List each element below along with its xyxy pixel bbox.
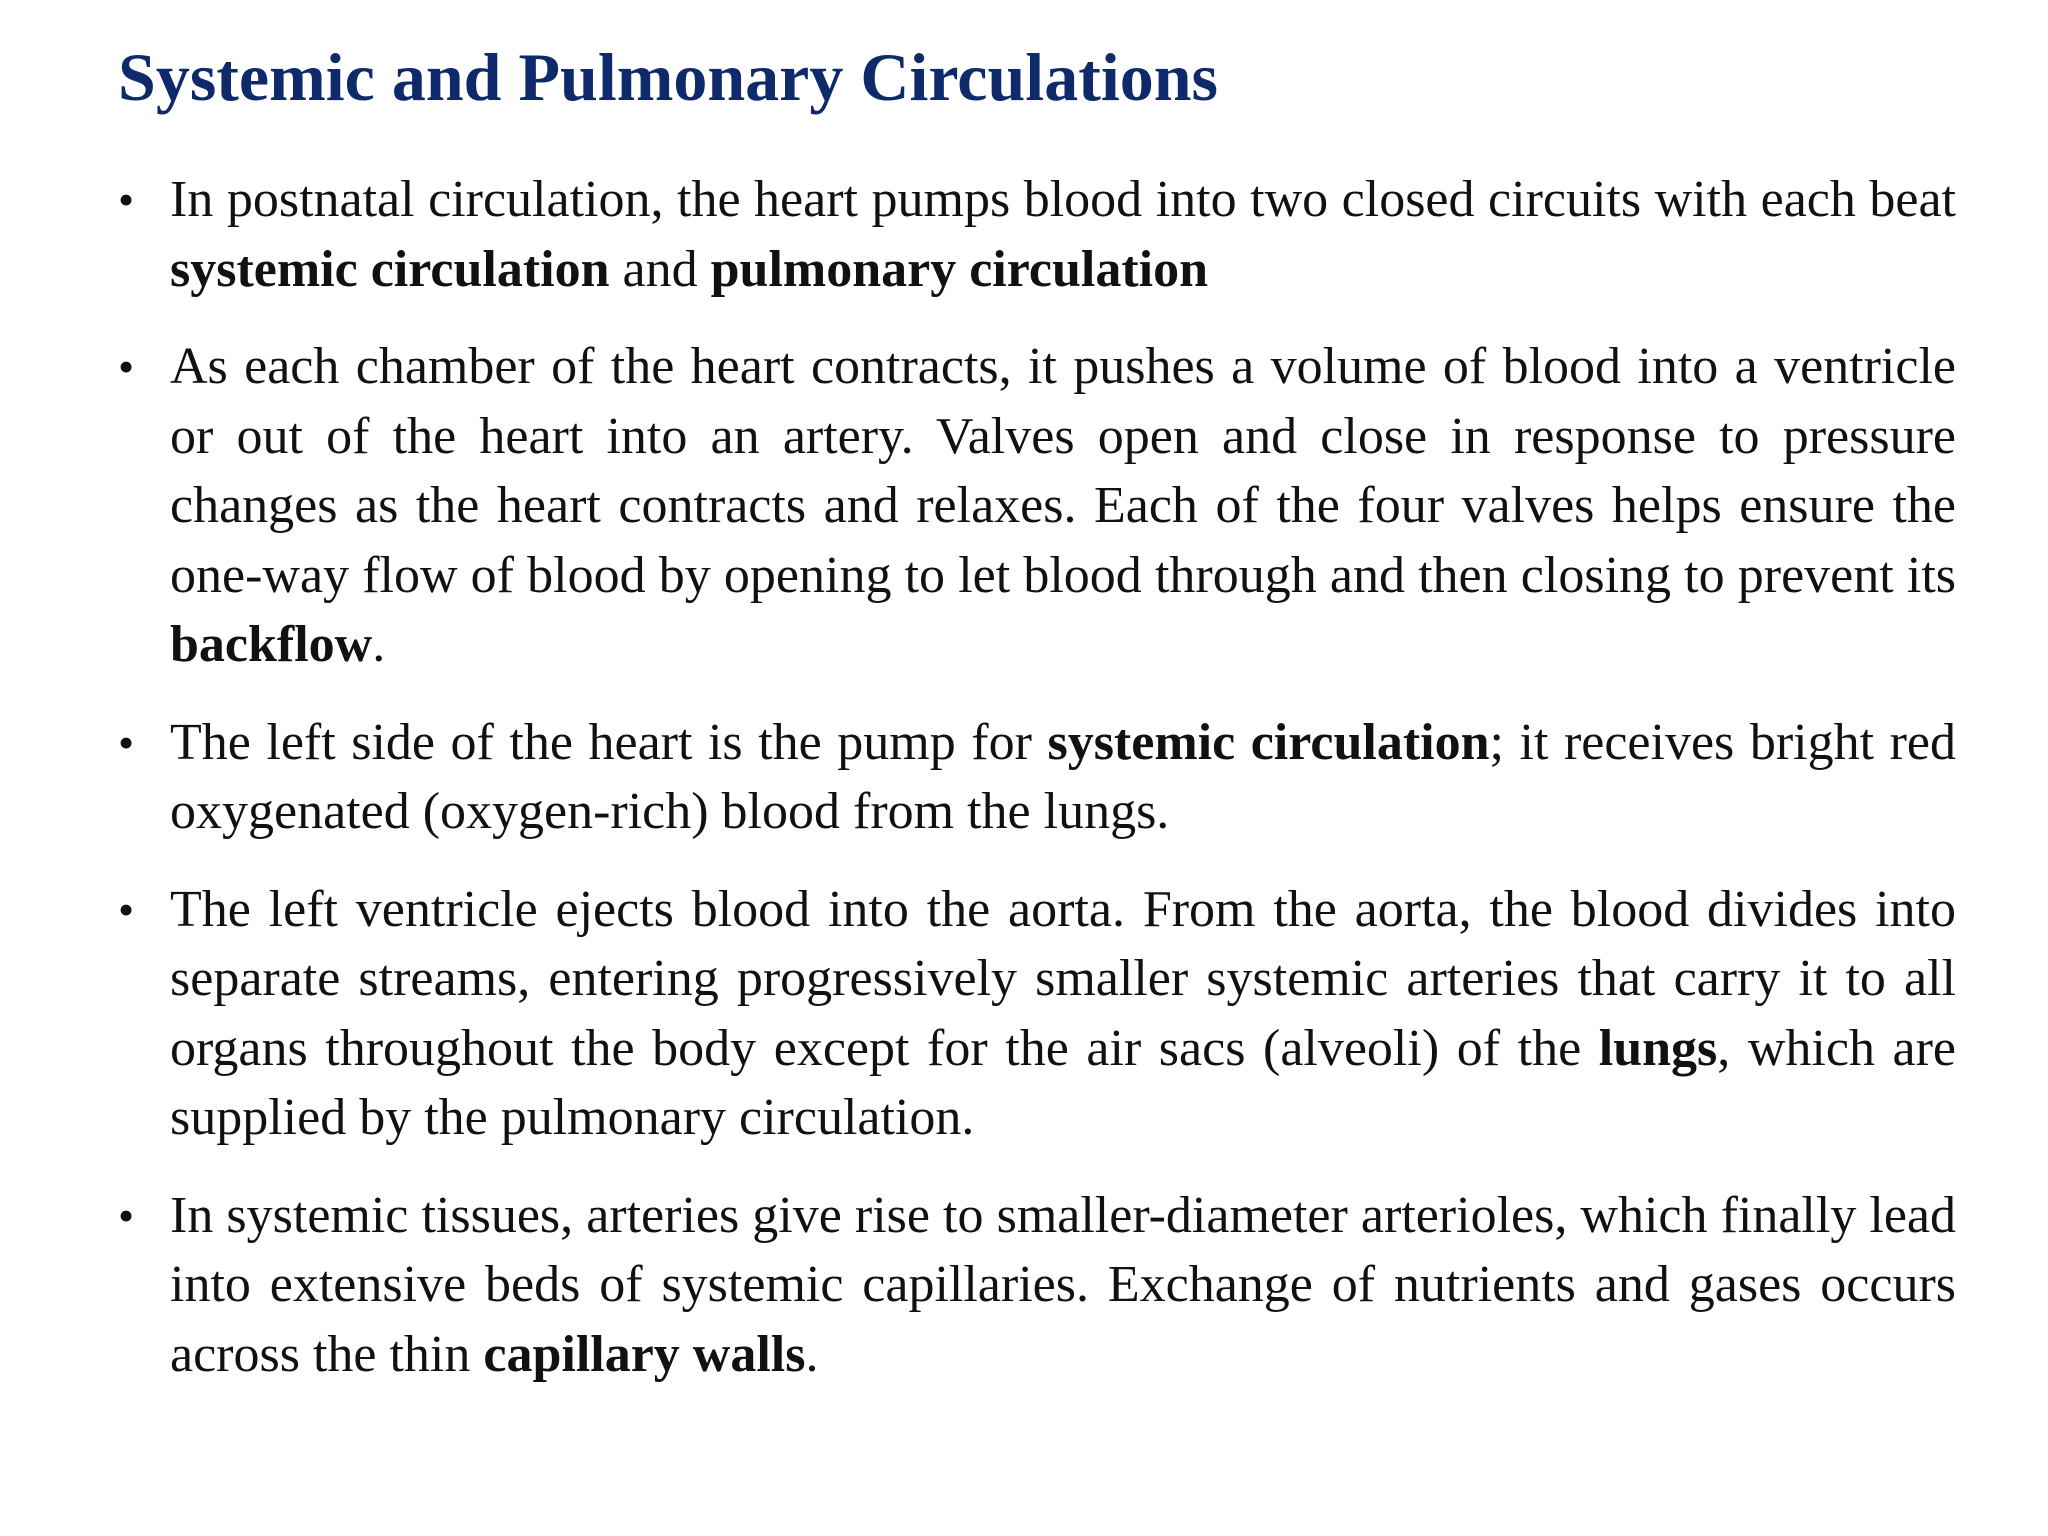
bold-term: pulmonary circulation <box>710 240 1209 298</box>
bold-term: systemic circulation <box>170 240 610 298</box>
bullet-text <box>170 171 1956 298</box>
bullet-marker: • <box>118 174 135 225</box>
text-segment: As each chamber of the heart contracts, it pushes a volume of blood into a ventricle or out of the heart into an artery. Valves open and close in response to pressure changes as the heart contracts and relaxes. Each of the four valves helps ensure the one-way flow of blood by opening to let blood through and then closing to prevent its <box>170 338 1956 604</box>
bullet-list <box>118 165 1956 1417</box>
bullet-text <box>170 338 1956 673</box>
text-segment: The left side of the heart is the pump for <box>170 713 1048 771</box>
bullet-item <box>118 1181 1956 1390</box>
text-segment: ; it receives bright red oxygenated (oxygen-rich) blood from the lungs. <box>170 713 1956 840</box>
text-segment: and <box>609 240 711 298</box>
bullet-marker: • <box>118 716 135 768</box>
text-segment: The left ventricle ejects blood into the aorta. From the aorta, the blood divides into separate streams, entering progressively smaller systemic arteries that carry it to all organs throughout the body except for the air sacs (alveoli) of the <box>170 880 1956 1077</box>
text-segment: . <box>805 1325 819 1383</box>
bullet-text <box>170 1187 1956 1383</box>
bullet-text <box>170 881 1956 1147</box>
bullet-item <box>118 165 1956 304</box>
page-title: Systemic and Pulmonary Circulations <box>118 39 1219 115</box>
bullet-marker: • <box>118 1189 135 1241</box>
bold-term: systemic circulation <box>1047 713 1490 771</box>
bullet-item <box>118 875 1956 1153</box>
bullet-text <box>170 714 1956 841</box>
text-segment: , which are supplied by the pulmonary circulation. <box>170 1019 1957 1146</box>
bold-term: lungs <box>1598 1019 1718 1077</box>
bold-term: capillary walls <box>483 1325 806 1383</box>
bullet-marker: • <box>118 341 135 392</box>
bold-term: backflow <box>170 616 373 673</box>
text-segment: In postnatal circulation, the heart pumps blood into two closed circuits with each beat <box>170 171 1956 228</box>
text-segment: In systemic tissues, arteries give rise to smaller-diameter arterioles, which finally lead into extensive beds of systemic capillaries. Exchange of nutrients and gases occurs across the thin <box>170 1186 1956 1383</box>
bullet-item <box>118 708 1956 847</box>
bullet-marker: • <box>118 883 135 935</box>
text-segment: . <box>372 616 386 673</box>
bullet-item <box>118 332 1956 680</box>
